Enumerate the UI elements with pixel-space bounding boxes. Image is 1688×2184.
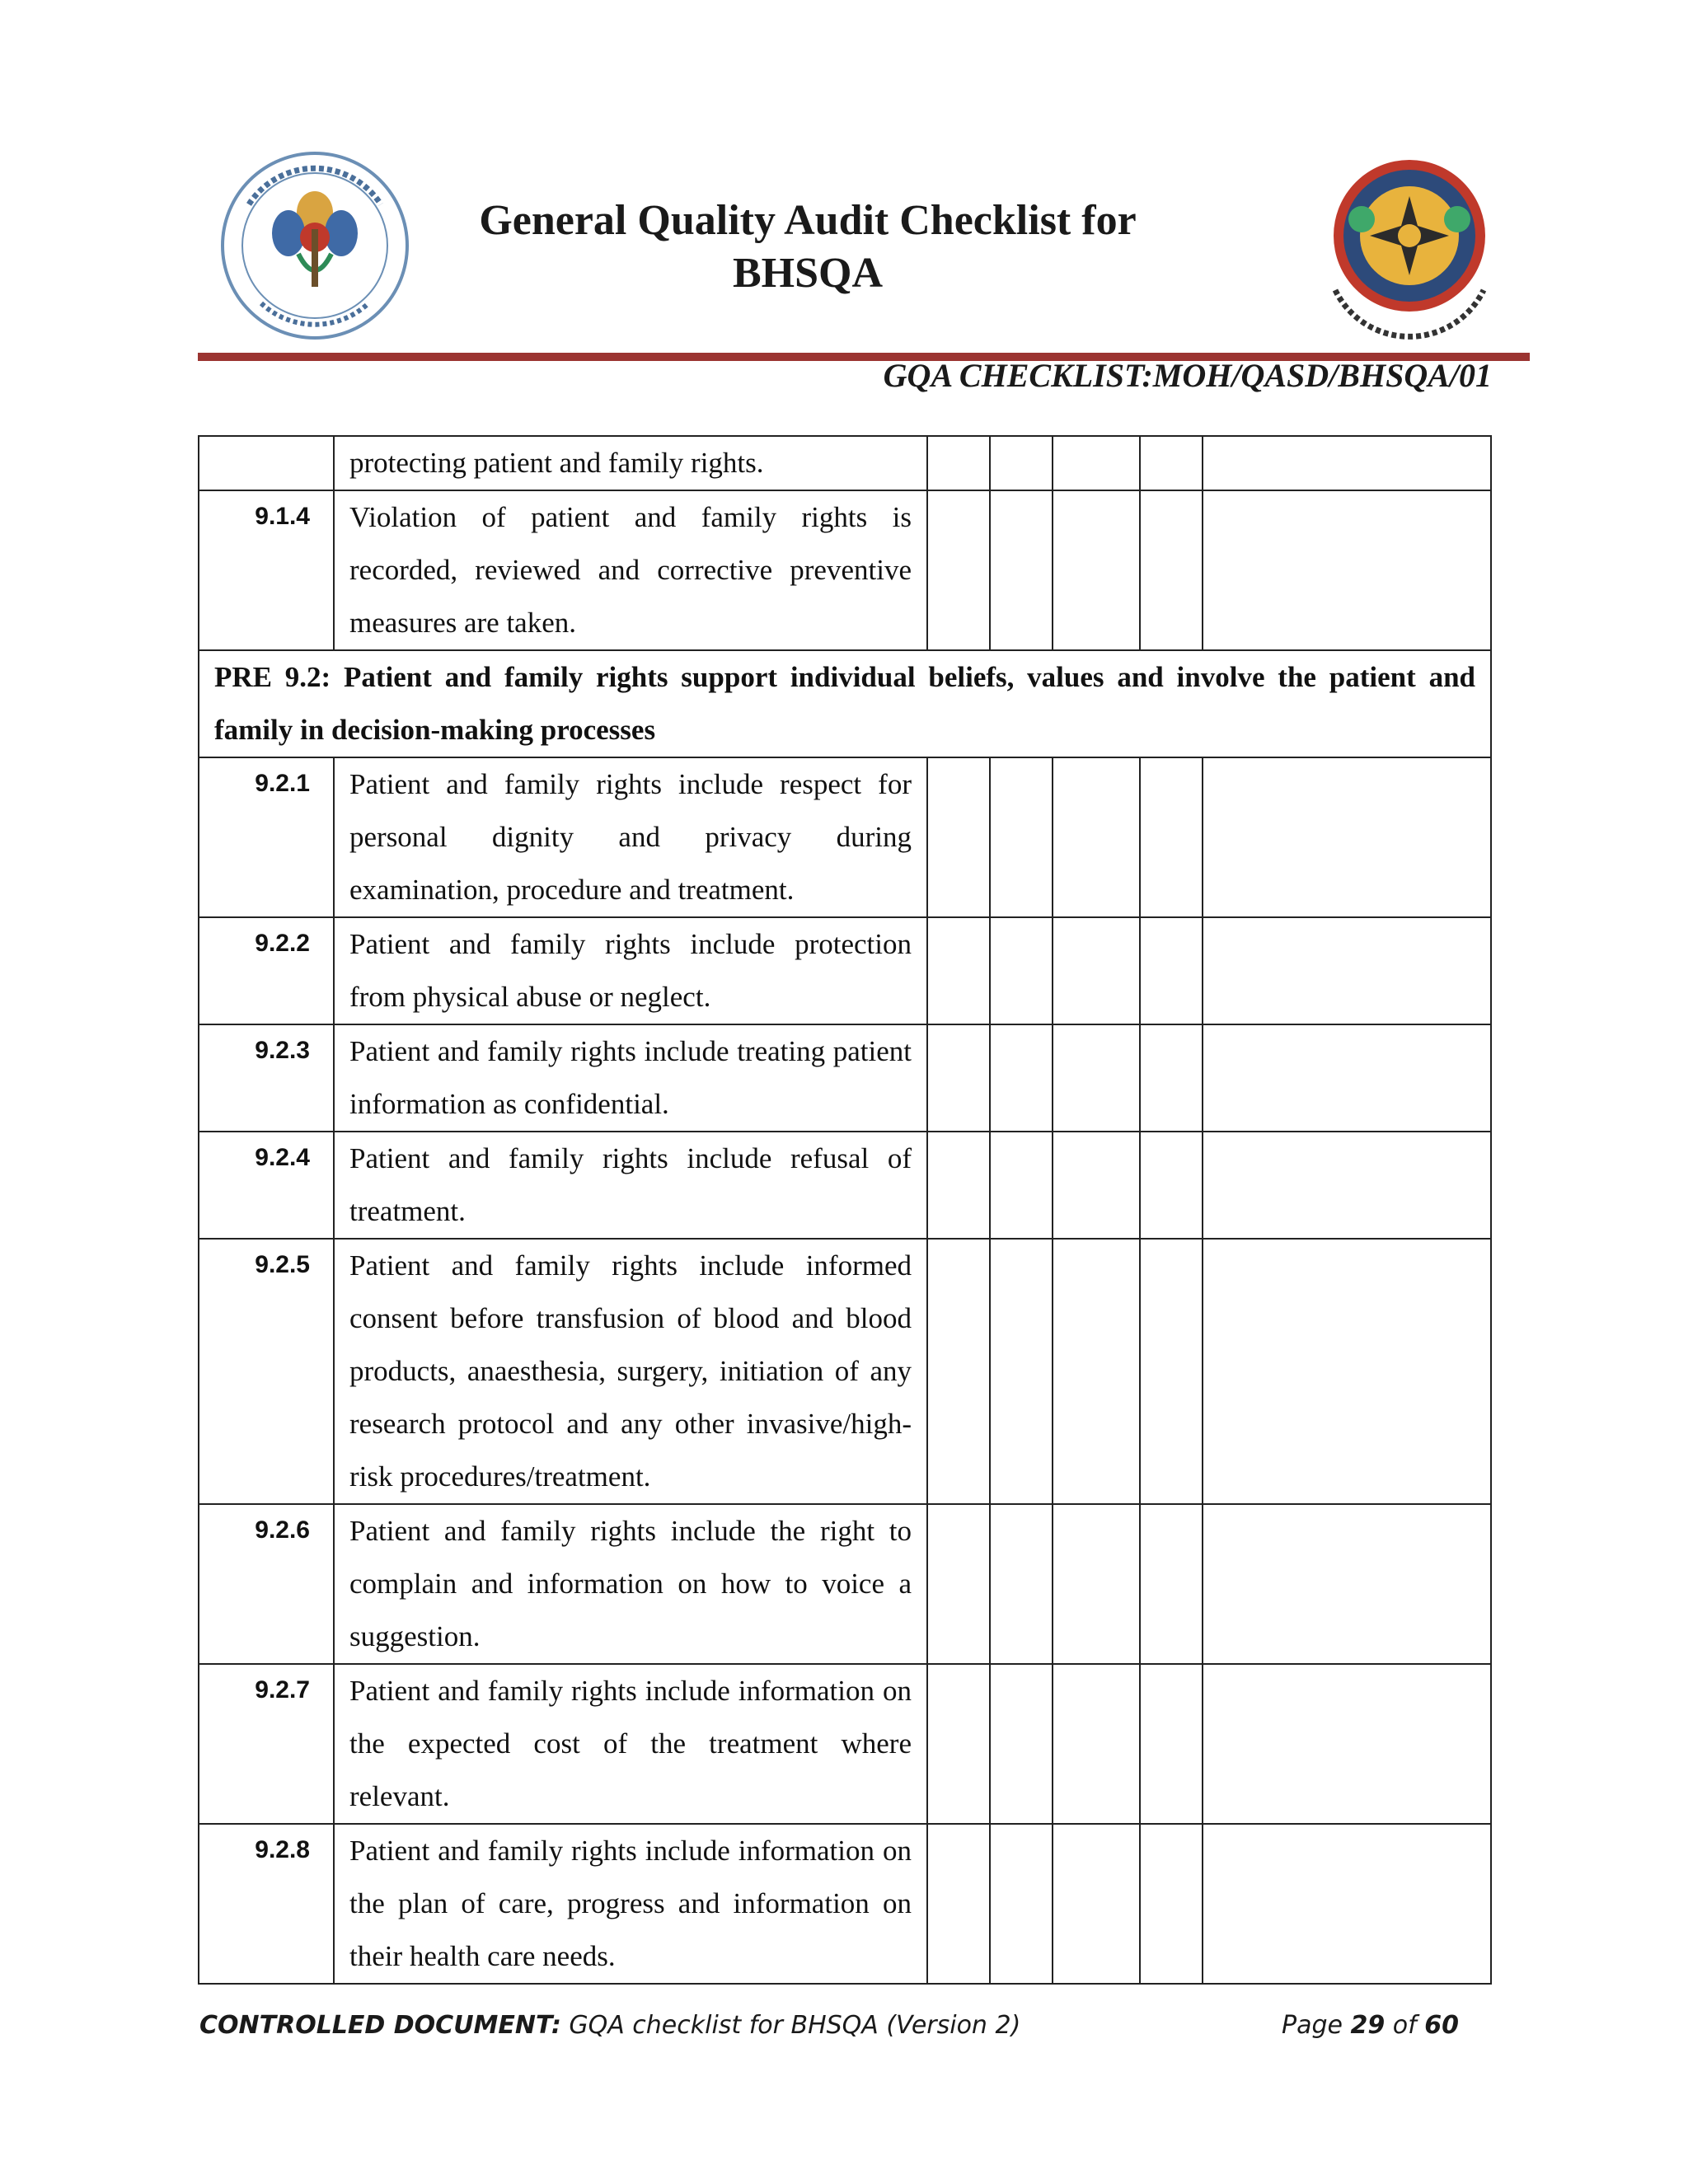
score-cell[interactable]: [927, 917, 990, 1024]
item-description: Patient and family rights include protection from physical abuse or neglect.: [334, 917, 927, 1024]
item-number: 9.2.4: [199, 1132, 334, 1239]
table-row: [199, 1024, 1491, 1132]
controlled-document-label: CONTROLLED DOCUMENT:: [199, 2011, 561, 2040]
score-cell[interactable]: [927, 1024, 990, 1132]
score-cell[interactable]: [927, 1504, 990, 1664]
remarks-cell[interactable]: [1203, 1504, 1491, 1664]
score-cell[interactable]: [1140, 1824, 1203, 1984]
score-cell[interactable]: [1140, 436, 1203, 490]
table-row: [199, 1664, 1491, 1824]
item-number: 9.2.8: [199, 1824, 334, 1984]
score-cell[interactable]: [1053, 436, 1140, 490]
ministry-logo: [216, 147, 414, 344]
score-cell[interactable]: [990, 1824, 1053, 1984]
score-cell[interactable]: [990, 1239, 1053, 1504]
checklist-table: [198, 435, 1492, 1985]
score-cell[interactable]: [990, 757, 1053, 917]
score-cell[interactable]: [927, 436, 990, 490]
item-description: Patient and family rights include respect for personal dignity and privacy during examination, procedure and treatment.: [334, 757, 927, 917]
score-cell[interactable]: [1053, 917, 1140, 1024]
remarks-cell[interactable]: [1203, 1664, 1491, 1824]
score-cell[interactable]: [927, 1239, 990, 1504]
score-cell[interactable]: [927, 1132, 990, 1239]
item-description: Patient and family rights include treating patient information as confidential.: [334, 1024, 927, 1132]
remarks-cell[interactable]: [1203, 1024, 1491, 1132]
table-row: [199, 490, 1491, 650]
table-row: [199, 1239, 1491, 1504]
section-header-row: [199, 650, 1491, 757]
document-title: [470, 194, 1146, 300]
item-description: Patient and family rights include refusal of treatment.: [334, 1132, 927, 1239]
score-cell[interactable]: [1140, 1504, 1203, 1664]
item-number: 9.2.3: [199, 1024, 334, 1132]
score-cell[interactable]: [990, 1132, 1053, 1239]
national-emblem: [1311, 150, 1508, 348]
table-row: [199, 1824, 1491, 1984]
remarks-cell[interactable]: [1203, 436, 1491, 490]
item-number: 9.2.2: [199, 917, 334, 1024]
item-description: Patient and family rights include the right to complain and information on how to voice a suggestion.: [334, 1504, 927, 1664]
total-pages: 60: [1424, 2011, 1459, 2040]
item-description: Violation of patient and family rights is recorded, reviewed and corrective preventive measures are taken.: [334, 490, 927, 650]
item-number: [199, 436, 334, 490]
score-cell[interactable]: [1140, 1664, 1203, 1824]
score-cell[interactable]: [990, 1664, 1053, 1824]
footer-doc-name: GQA checklist for BHSQA (Version 2): [560, 2011, 1021, 2040]
remarks-cell[interactable]: [1203, 1824, 1491, 1984]
score-cell[interactable]: [927, 757, 990, 917]
table-row: [199, 1132, 1491, 1239]
item-description: protecting patient and family rights.: [334, 436, 927, 490]
remarks-cell[interactable]: [1203, 757, 1491, 917]
score-cell[interactable]: [1140, 1024, 1203, 1132]
score-cell[interactable]: [927, 490, 990, 650]
score-cell[interactable]: [990, 436, 1053, 490]
page-number: [1282, 2011, 1459, 2040]
score-cell[interactable]: [1140, 917, 1203, 1024]
footer-document-label: [199, 2011, 1020, 2040]
item-description: Patient and family rights include information on the expected cost of the treatment where relevant.: [334, 1664, 927, 1824]
item-description: Patient and family rights include informed consent before transfusion of blood and blood products, anaesthesia, surgery, initiation of any research protocol and any other invasive/high-risk procedures/treatment.: [334, 1239, 927, 1504]
score-cell[interactable]: [1053, 1824, 1140, 1984]
score-cell[interactable]: [1053, 490, 1140, 650]
table-row: [199, 917, 1491, 1024]
score-cell[interactable]: [1053, 1504, 1140, 1664]
remarks-cell[interactable]: [1203, 1132, 1491, 1239]
score-cell[interactable]: [1140, 757, 1203, 917]
title-line-1: General Quality Audit Checklist for: [479, 197, 1137, 244]
item-number: 9.2.1: [199, 757, 334, 917]
table-row: [199, 436, 1491, 490]
score-cell[interactable]: [990, 917, 1053, 1024]
remarks-cell[interactable]: [1203, 917, 1491, 1024]
score-cell[interactable]: [990, 490, 1053, 650]
score-cell[interactable]: [1140, 1239, 1203, 1504]
page-word: Page: [1281, 2011, 1351, 2040]
item-number: 9.2.6: [199, 1504, 334, 1664]
current-page: 29: [1350, 2011, 1386, 2040]
section-heading: PRE 9.2: Patient and family rights support individual beliefs, values and involve the patient and family in decision-making processes: [199, 650, 1491, 757]
score-cell[interactable]: [1140, 1132, 1203, 1239]
score-cell[interactable]: [1053, 1132, 1140, 1239]
table-row: [199, 757, 1491, 917]
item-description: Patient and family rights include information on the plan of care, progress and information on their health care needs.: [334, 1824, 927, 1984]
score-cell[interactable]: [990, 1504, 1053, 1664]
item-number: 9.1.4: [199, 490, 334, 650]
of-word: of: [1385, 2011, 1425, 2040]
score-cell[interactable]: [1053, 757, 1140, 917]
table-row: [199, 1504, 1491, 1664]
remarks-cell[interactable]: [1203, 1239, 1491, 1504]
title-line-2: BHSQA: [732, 250, 884, 297]
score-cell[interactable]: [1053, 1664, 1140, 1824]
score-cell[interactable]: [1053, 1024, 1140, 1132]
score-cell[interactable]: [990, 1024, 1053, 1132]
score-cell[interactable]: [1140, 490, 1203, 650]
score-cell[interactable]: [927, 1664, 990, 1824]
document-code: GQA CHECKLIST:MOH/QASD/BHSQA/01: [883, 357, 1492, 394]
page-header: [198, 140, 1530, 363]
remarks-cell[interactable]: [1203, 490, 1491, 650]
item-number: 9.2.7: [199, 1664, 334, 1824]
score-cell[interactable]: [927, 1824, 990, 1984]
score-cell[interactable]: [1053, 1239, 1140, 1504]
item-number: 9.2.5: [199, 1239, 334, 1504]
